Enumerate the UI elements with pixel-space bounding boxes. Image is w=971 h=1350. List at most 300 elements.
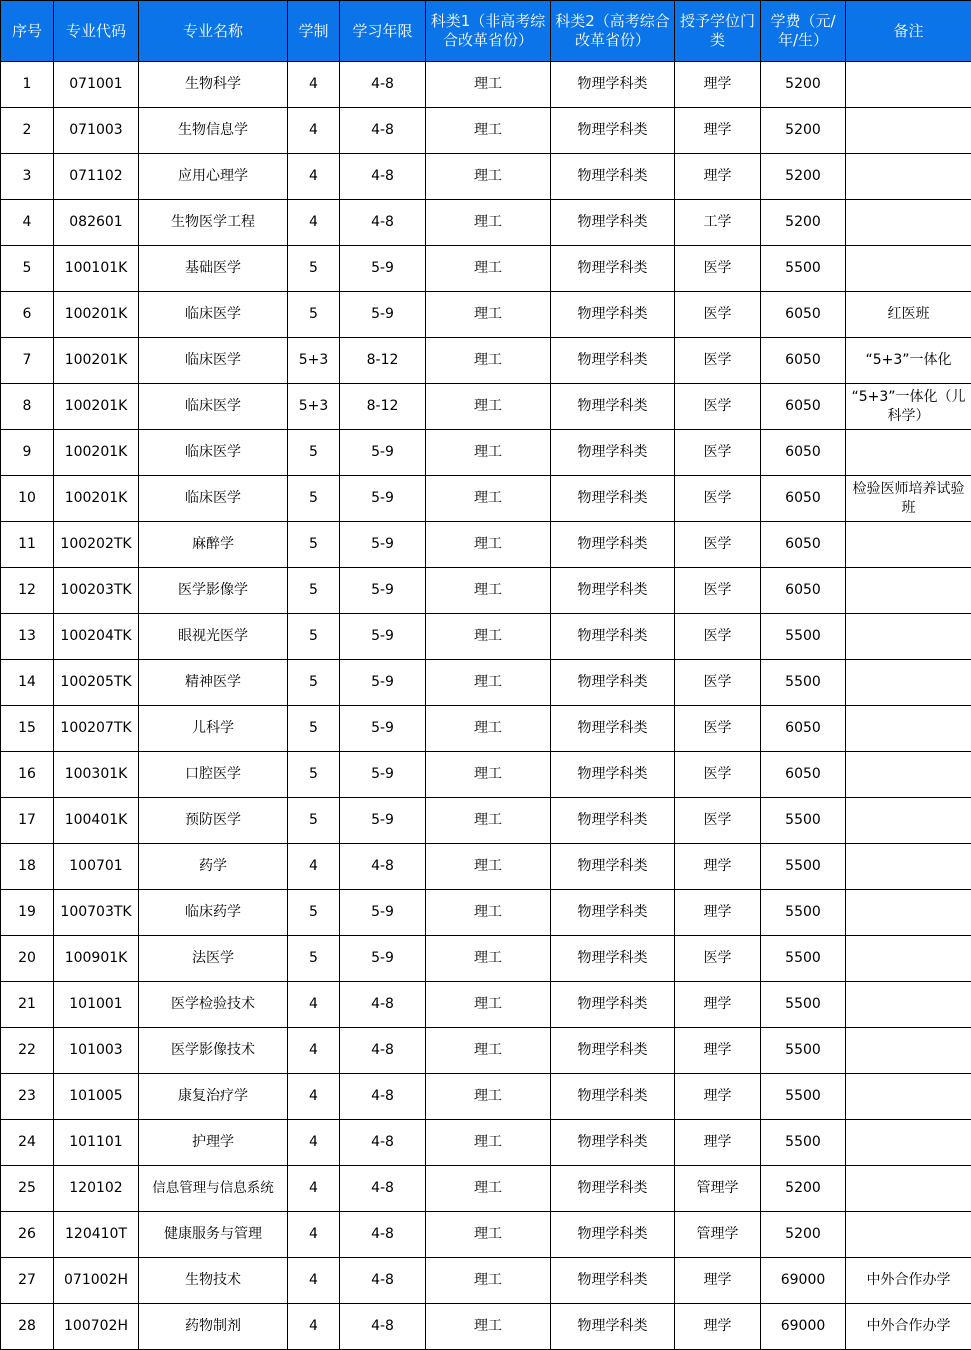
cell-category-2: 物理学科类 [551, 936, 675, 982]
cell-remarks [846, 706, 971, 752]
header-category-1: 科类1（非高考综合改革省份） [426, 1, 551, 62]
cell-tuition: 5200 [761, 1166, 846, 1212]
cell-major-code: 100702H [54, 1304, 139, 1350]
cell-remarks [846, 430, 971, 476]
cell-major-name: 医学检验技术 [139, 982, 288, 1028]
cell-duration: 5 [288, 936, 340, 982]
cell-duration: 5 [288, 430, 340, 476]
cell-category-2: 物理学科类 [551, 1258, 675, 1304]
cell-duration: 4 [288, 1028, 340, 1074]
table-row [1, 62, 971, 108]
cell-major-code: 100901K [54, 936, 139, 982]
cell-duration: 4 [288, 108, 340, 154]
cell-study-years: 5-9 [340, 430, 426, 476]
cell-index: 26 [1, 1212, 54, 1258]
cell-major-code: 101005 [54, 1074, 139, 1120]
cell-duration: 5 [288, 522, 340, 568]
cell-study-years: 5-9 [340, 522, 426, 568]
cell-index: 1 [1, 62, 54, 108]
cell-major-name: 生物技术 [139, 1258, 288, 1304]
table-row [1, 476, 971, 522]
cell-tuition: 6050 [761, 522, 846, 568]
cell-major-name: 临床医学 [139, 476, 288, 522]
cell-major-code: 071001 [54, 62, 139, 108]
cell-category-2: 物理学科类 [551, 338, 675, 384]
cell-degree: 工学 [675, 200, 761, 246]
cell-study-years: 4-8 [340, 200, 426, 246]
cell-remarks [846, 154, 971, 200]
cell-major-name: 护理学 [139, 1120, 288, 1166]
cell-index: 2 [1, 108, 54, 154]
cell-study-years: 5-9 [340, 246, 426, 292]
cell-category-1: 理工 [426, 62, 551, 108]
cell-category-2: 物理学科类 [551, 614, 675, 660]
cell-degree: 管理学 [675, 1166, 761, 1212]
cell-tuition: 6050 [761, 476, 846, 522]
table-header-row [1, 1, 971, 62]
table-row [1, 200, 971, 246]
cell-category-1: 理工 [426, 338, 551, 384]
cell-category-2: 物理学科类 [551, 706, 675, 752]
cell-tuition: 5200 [761, 1212, 846, 1258]
cell-major-code: 120102 [54, 1166, 139, 1212]
cell-degree: 医学 [675, 614, 761, 660]
cell-remarks: 中外合作办学 [846, 1258, 971, 1304]
cell-tuition: 6050 [761, 338, 846, 384]
header-degree: 授予学位门类 [675, 1, 761, 62]
cell-index: 15 [1, 706, 54, 752]
cell-index: 8 [1, 384, 54, 430]
header-major-code: 专业代码 [54, 1, 139, 62]
table-row [1, 982, 971, 1028]
cell-category-2: 物理学科类 [551, 384, 675, 430]
header-index: 序号 [1, 1, 54, 62]
cell-remarks [846, 1074, 971, 1120]
cell-duration: 4 [288, 200, 340, 246]
cell-major-name: 生物科学 [139, 62, 288, 108]
cell-category-1: 理工 [426, 568, 551, 614]
cell-index: 7 [1, 338, 54, 384]
cell-remarks [846, 1212, 971, 1258]
cell-degree: 理学 [675, 982, 761, 1028]
cell-degree: 理学 [675, 154, 761, 200]
cell-major-code: 071002H [54, 1258, 139, 1304]
cell-category-1: 理工 [426, 706, 551, 752]
cell-major-code: 101003 [54, 1028, 139, 1074]
cell-major-code: 100701 [54, 844, 139, 890]
cell-remarks: 中外合作办学 [846, 1304, 971, 1350]
cell-degree: 理学 [675, 62, 761, 108]
cell-major-code: 101101 [54, 1120, 139, 1166]
cell-major-code: 100201K [54, 338, 139, 384]
header-remarks: 备注 [846, 1, 971, 62]
cell-major-name: 生物医学工程 [139, 200, 288, 246]
cell-major-name: 医学影像学 [139, 568, 288, 614]
cell-degree: 医学 [675, 384, 761, 430]
table-body [1, 62, 971, 1350]
cell-degree: 医学 [675, 430, 761, 476]
cell-major-code: 100207TK [54, 706, 139, 752]
cell-category-2: 物理学科类 [551, 1166, 675, 1212]
cell-remarks [846, 200, 971, 246]
cell-study-years: 4-8 [340, 108, 426, 154]
cell-duration: 5 [288, 798, 340, 844]
cell-remarks [846, 936, 971, 982]
table-row [1, 936, 971, 982]
cell-study-years: 4-8 [340, 1074, 426, 1120]
cell-degree: 理学 [675, 844, 761, 890]
cell-index: 27 [1, 1258, 54, 1304]
cell-study-years: 4-8 [340, 1212, 426, 1258]
cell-duration: 4 [288, 844, 340, 890]
cell-category-1: 理工 [426, 292, 551, 338]
cell-major-code: 100203TK [54, 568, 139, 614]
cell-major-name: 预防医学 [139, 798, 288, 844]
cell-index: 10 [1, 476, 54, 522]
cell-study-years: 4-8 [340, 1166, 426, 1212]
cell-major-code: 100201K [54, 430, 139, 476]
header-tuition: 学费（元/年/生） [761, 1, 846, 62]
cell-index: 14 [1, 660, 54, 706]
cell-degree: 医学 [675, 936, 761, 982]
cell-index: 18 [1, 844, 54, 890]
cell-tuition: 5500 [761, 246, 846, 292]
cell-category-2: 物理学科类 [551, 1120, 675, 1166]
cell-index: 6 [1, 292, 54, 338]
cell-category-2: 物理学科类 [551, 108, 675, 154]
cell-category-1: 理工 [426, 1304, 551, 1350]
table-row [1, 108, 971, 154]
cell-category-1: 理工 [426, 476, 551, 522]
cell-remarks [846, 752, 971, 798]
cell-category-2: 物理学科类 [551, 660, 675, 706]
cell-duration: 5 [288, 706, 340, 752]
cell-index: 3 [1, 154, 54, 200]
cell-study-years: 4-8 [340, 62, 426, 108]
cell-index: 20 [1, 936, 54, 982]
cell-category-1: 理工 [426, 1166, 551, 1212]
table-row [1, 1166, 971, 1212]
cell-category-1: 理工 [426, 430, 551, 476]
cell-duration: 4 [288, 1074, 340, 1120]
cell-study-years: 5-9 [340, 890, 426, 936]
cell-category-1: 理工 [426, 1212, 551, 1258]
cell-degree: 理学 [675, 1304, 761, 1350]
cell-study-years: 4-8 [340, 154, 426, 200]
cell-major-name: 法医学 [139, 936, 288, 982]
table-row [1, 1212, 971, 1258]
cell-major-code: 100201K [54, 384, 139, 430]
cell-major-name: 口腔医学 [139, 752, 288, 798]
cell-duration: 4 [288, 154, 340, 200]
cell-category-1: 理工 [426, 660, 551, 706]
cell-remarks [846, 246, 971, 292]
cell-major-code: 100301K [54, 752, 139, 798]
cell-duration: 5 [288, 292, 340, 338]
cell-degree: 医学 [675, 292, 761, 338]
cell-remarks [846, 982, 971, 1028]
cell-study-years: 4-8 [340, 1028, 426, 1074]
cell-category-1: 理工 [426, 384, 551, 430]
cell-category-1: 理工 [426, 982, 551, 1028]
cell-major-name: 麻醉学 [139, 522, 288, 568]
cell-index: 21 [1, 982, 54, 1028]
cell-tuition: 5200 [761, 154, 846, 200]
cell-degree: 医学 [675, 798, 761, 844]
cell-major-code: 100205TK [54, 660, 139, 706]
cell-major-name: 临床医学 [139, 430, 288, 476]
table-row [1, 798, 971, 844]
cell-index: 12 [1, 568, 54, 614]
cell-category-1: 理工 [426, 1258, 551, 1304]
header-major-name: 专业名称 [139, 1, 288, 62]
table-row [1, 522, 971, 568]
table-row [1, 1120, 971, 1166]
header-study-years: 学习年限 [340, 1, 426, 62]
cell-study-years: 4-8 [340, 1258, 426, 1304]
cell-category-1: 理工 [426, 890, 551, 936]
cell-remarks [846, 108, 971, 154]
cell-study-years: 5-9 [340, 614, 426, 660]
cell-major-name: 应用心理学 [139, 154, 288, 200]
cell-degree: 医学 [675, 338, 761, 384]
cell-major-code: 101001 [54, 982, 139, 1028]
cell-category-1: 理工 [426, 614, 551, 660]
cell-degree: 理学 [675, 1074, 761, 1120]
cell-index: 16 [1, 752, 54, 798]
cell-degree: 医学 [675, 522, 761, 568]
cell-major-name: 信息管理与信息系统 [139, 1166, 288, 1212]
cell-category-1: 理工 [426, 936, 551, 982]
cell-category-2: 物理学科类 [551, 844, 675, 890]
cell-index: 17 [1, 798, 54, 844]
cell-duration: 5 [288, 614, 340, 660]
cell-degree: 理学 [675, 1258, 761, 1304]
cell-study-years: 5-9 [340, 476, 426, 522]
cell-major-name: 眼视光医学 [139, 614, 288, 660]
cell-category-2: 物理学科类 [551, 568, 675, 614]
cell-index: 24 [1, 1120, 54, 1166]
cell-category-2: 物理学科类 [551, 522, 675, 568]
cell-category-2: 物理学科类 [551, 62, 675, 108]
cell-degree: 理学 [675, 1028, 761, 1074]
cell-duration: 5+3 [288, 384, 340, 430]
cell-major-name: 精神医学 [139, 660, 288, 706]
cell-tuition: 6050 [761, 706, 846, 752]
cell-index: 23 [1, 1074, 54, 1120]
cell-remarks [846, 568, 971, 614]
cell-category-1: 理工 [426, 200, 551, 246]
cell-degree: 医学 [675, 246, 761, 292]
cell-category-2: 物理学科类 [551, 982, 675, 1028]
cell-major-name: 康复治疗学 [139, 1074, 288, 1120]
cell-major-code: 100201K [54, 292, 139, 338]
cell-study-years: 8-12 [340, 384, 426, 430]
cell-category-1: 理工 [426, 1120, 551, 1166]
table-row [1, 1304, 971, 1350]
table-row [1, 752, 971, 798]
cell-index: 13 [1, 614, 54, 660]
cell-remarks [846, 1120, 971, 1166]
cell-category-2: 物理学科类 [551, 798, 675, 844]
cell-remarks [846, 1166, 971, 1212]
cell-duration: 4 [288, 62, 340, 108]
cell-major-code: 100204TK [54, 614, 139, 660]
cell-study-years: 4-8 [340, 1120, 426, 1166]
table-row [1, 154, 971, 200]
cell-category-1: 理工 [426, 246, 551, 292]
cell-duration: 4 [288, 1120, 340, 1166]
cell-degree: 管理学 [675, 1212, 761, 1258]
cell-remarks [846, 522, 971, 568]
table-row [1, 384, 971, 430]
cell-tuition: 5500 [761, 1074, 846, 1120]
cell-study-years: 5-9 [340, 292, 426, 338]
table-row [1, 430, 971, 476]
cell-category-2: 物理学科类 [551, 752, 675, 798]
table-row [1, 292, 971, 338]
cell-index: 22 [1, 1028, 54, 1074]
cell-degree: 理学 [675, 890, 761, 936]
cell-category-2: 物理学科类 [551, 246, 675, 292]
cell-major-code: 100201K [54, 476, 139, 522]
table-row [1, 844, 971, 890]
cell-tuition: 69000 [761, 1258, 846, 1304]
cell-degree: 医学 [675, 706, 761, 752]
table-row [1, 338, 971, 384]
cell-tuition: 5500 [761, 614, 846, 660]
cell-index: 4 [1, 200, 54, 246]
cell-major-name: 药学 [139, 844, 288, 890]
cell-tuition: 5200 [761, 200, 846, 246]
cell-duration: 4 [288, 1212, 340, 1258]
cell-tuition: 6050 [761, 568, 846, 614]
cell-index: 25 [1, 1166, 54, 1212]
cell-major-code: 100401K [54, 798, 139, 844]
cell-category-1: 理工 [426, 1074, 551, 1120]
cell-degree: 医学 [675, 568, 761, 614]
table-row [1, 568, 971, 614]
cell-major-name: 临床医学 [139, 292, 288, 338]
cell-major-name: 临床医学 [139, 384, 288, 430]
cell-remarks [846, 614, 971, 660]
cell-index: 9 [1, 430, 54, 476]
cell-major-code: 100703TK [54, 890, 139, 936]
cell-study-years: 5-9 [340, 798, 426, 844]
cell-category-2: 物理学科类 [551, 1304, 675, 1350]
cell-duration: 4 [288, 1304, 340, 1350]
cell-major-code: 082601 [54, 200, 139, 246]
cell-major-name: 健康服务与管理 [139, 1212, 288, 1258]
cell-major-name: 基础医学 [139, 246, 288, 292]
cell-remarks [846, 798, 971, 844]
cell-major-name: 临床药学 [139, 890, 288, 936]
cell-remarks [846, 890, 971, 936]
cell-degree: 医学 [675, 660, 761, 706]
cell-tuition: 5500 [761, 844, 846, 890]
table-row [1, 614, 971, 660]
cell-major-name: 生物信息学 [139, 108, 288, 154]
cell-tuition: 69000 [761, 1304, 846, 1350]
cell-category-2: 物理学科类 [551, 476, 675, 522]
table-row [1, 890, 971, 936]
cell-category-1: 理工 [426, 844, 551, 890]
cell-degree: 理学 [675, 1120, 761, 1166]
cell-category-1: 理工 [426, 752, 551, 798]
cell-tuition: 5200 [761, 62, 846, 108]
cell-category-2: 物理学科类 [551, 1212, 675, 1258]
table-row [1, 1028, 971, 1074]
cell-category-2: 物理学科类 [551, 200, 675, 246]
cell-tuition: 5500 [761, 1028, 846, 1074]
cell-study-years: 8-12 [340, 338, 426, 384]
table-row [1, 246, 971, 292]
cell-tuition: 6050 [761, 292, 846, 338]
cell-category-2: 物理学科类 [551, 1074, 675, 1120]
cell-major-name: 医学影像技术 [139, 1028, 288, 1074]
cell-duration: 5 [288, 660, 340, 706]
cell-study-years: 4-8 [340, 982, 426, 1028]
cell-tuition: 5500 [761, 890, 846, 936]
cell-remarks: “5+3”一体化 [846, 338, 971, 384]
cell-study-years: 4-8 [340, 1304, 426, 1350]
cell-duration: 4 [288, 982, 340, 1028]
cell-duration: 5 [288, 246, 340, 292]
cell-remarks [846, 660, 971, 706]
table-row [1, 660, 971, 706]
cell-major-code: 100101K [54, 246, 139, 292]
cell-duration: 5 [288, 568, 340, 614]
table-row [1, 1074, 971, 1120]
cell-duration: 5 [288, 476, 340, 522]
cell-duration: 5 [288, 752, 340, 798]
cell-index: 19 [1, 890, 54, 936]
cell-study-years: 5-9 [340, 660, 426, 706]
cell-category-1: 理工 [426, 108, 551, 154]
cell-major-name: 药物制剂 [139, 1304, 288, 1350]
cell-tuition: 5500 [761, 982, 846, 1028]
cell-remarks [846, 62, 971, 108]
cell-index: 5 [1, 246, 54, 292]
cell-tuition: 5500 [761, 1120, 846, 1166]
cell-index: 28 [1, 1304, 54, 1350]
cell-category-2: 物理学科类 [551, 890, 675, 936]
cell-tuition: 5500 [761, 798, 846, 844]
cell-tuition: 6050 [761, 430, 846, 476]
cell-major-name: 临床医学 [139, 338, 288, 384]
cell-category-2: 物理学科类 [551, 154, 675, 200]
cell-tuition: 5500 [761, 936, 846, 982]
cell-major-code: 071102 [54, 154, 139, 200]
cell-category-2: 物理学科类 [551, 430, 675, 476]
cell-degree: 医学 [675, 476, 761, 522]
cell-remarks: 红医班 [846, 292, 971, 338]
cell-category-1: 理工 [426, 522, 551, 568]
cell-tuition: 6050 [761, 752, 846, 798]
cell-remarks [846, 1028, 971, 1074]
cell-category-1: 理工 [426, 798, 551, 844]
cell-tuition: 6050 [761, 384, 846, 430]
header-duration: 学制 [288, 1, 340, 62]
cell-duration: 5+3 [288, 338, 340, 384]
cell-duration: 4 [288, 1258, 340, 1304]
cell-category-1: 理工 [426, 154, 551, 200]
cell-remarks [846, 844, 971, 890]
header-category-2: 科类2（高考综合改革省份） [551, 1, 675, 62]
cell-duration: 5 [288, 890, 340, 936]
cell-degree: 医学 [675, 752, 761, 798]
table-row [1, 706, 971, 752]
